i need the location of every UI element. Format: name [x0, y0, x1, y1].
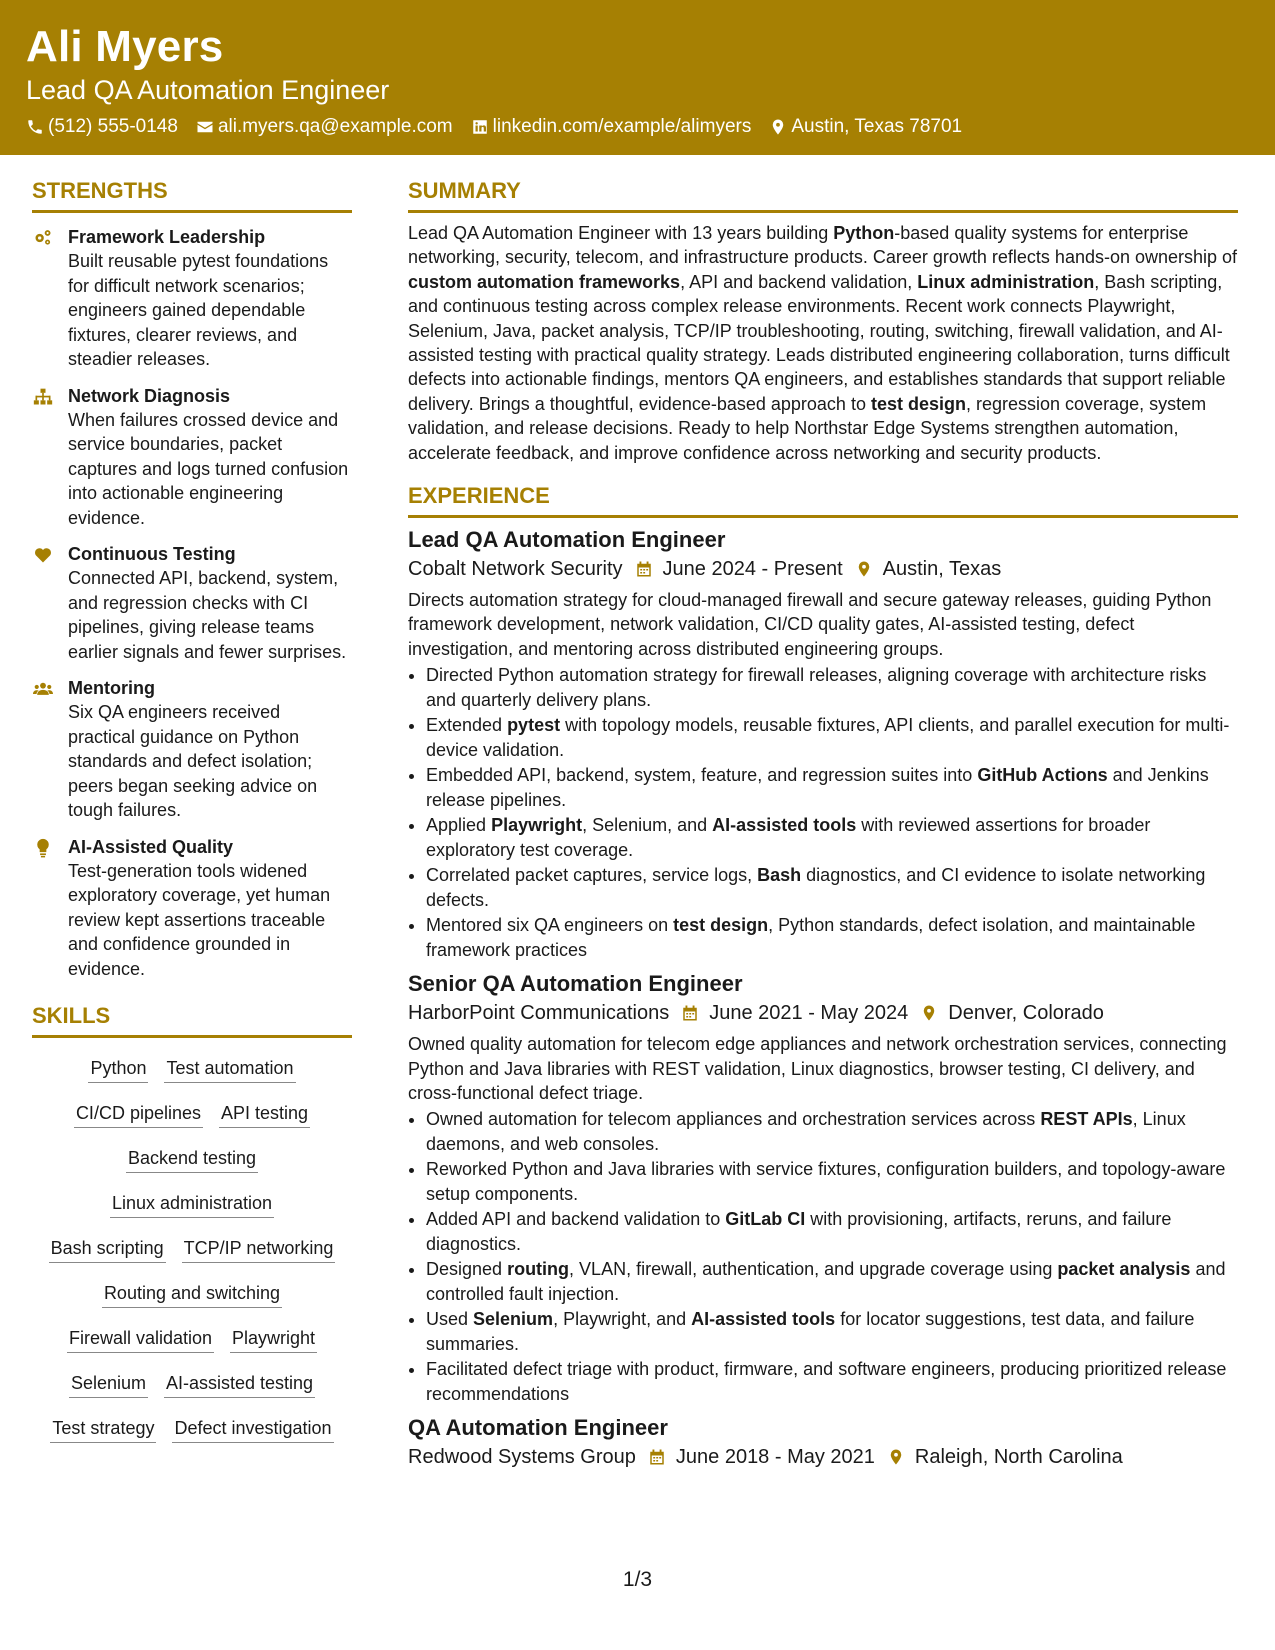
summary-heading: SUMMARY [408, 178, 1238, 213]
strength-desc: When failures crossed device and service boundaries, packet captures and logs turned confusion into actionable engineering evidence. [68, 409, 349, 528]
job-meta [408, 1442, 1238, 1472]
lightbulb-icon [32, 838, 54, 858]
text-run: Facilitated defect triage with product, firmware, and software engineers, producing prioritized release recommendations [426, 1359, 1227, 1404]
job-entry [408, 1414, 1238, 1472]
phone-text: (512) 555-0148 [48, 116, 178, 137]
job-dates: June 2018 - May 2021 [675, 1446, 875, 1469]
bold-keyword: Selenium [473, 1309, 554, 1330]
skill-tag: Defect investigation [172, 1417, 333, 1443]
job-title: Lead QA Automation Engineer [408, 527, 726, 553]
text-run: Used [426, 1309, 474, 1330]
job-location: Austin, Texas [882, 558, 1002, 581]
contact-email[interactable] [196, 116, 453, 138]
company-name: HarborPoint Communications [408, 1002, 670, 1025]
text-run: diagnostics, and CI evidence to isolate networking defects. [426, 865, 1206, 910]
job-location: Denver, Colorado [948, 1002, 1104, 1025]
page-number: 1/3 [622, 1568, 653, 1591]
text-run: Added API and backend validation to [426, 1209, 726, 1230]
bold-keyword: GitLab CI [725, 1209, 806, 1230]
skill-tag: Firewall validation [67, 1327, 214, 1353]
bullet-item [426, 1107, 1238, 1156]
bold-keyword: packet analysis [1057, 1259, 1191, 1280]
company-name: Redwood Systems Group [408, 1446, 636, 1469]
bullet-item [426, 1307, 1238, 1356]
bold-keyword: test design [673, 915, 769, 936]
text-run: , Selenium, and [582, 815, 713, 836]
text-run: Lead QA Automation Engineer with 13 years building [408, 223, 834, 243]
text-run: Embedded API, backend, system, feature, and regression suites into [426, 765, 978, 786]
phone-icon [26, 118, 44, 136]
calendar-icon [648, 1447, 666, 1467]
text-run: Designed [426, 1259, 508, 1280]
skill-row [32, 1273, 352, 1318]
bold-keyword: AI-assisted tools [691, 1309, 836, 1330]
skill-row [32, 1408, 352, 1453]
skill-tag: Linux administration [110, 1192, 274, 1218]
candidate-title: Lead QA Automation Engineer [26, 75, 390, 105]
skill-tag: Playwright [230, 1327, 317, 1353]
text-run: , VLAN, firewall, authentication, and upgrade coverage using [569, 1259, 1058, 1280]
contact-bar [26, 116, 980, 138]
calendar-icon [681, 1003, 699, 1023]
skill-tag: Python [88, 1057, 148, 1083]
map-pin-icon [769, 118, 787, 136]
left-column [32, 178, 352, 1453]
skill-tag: Test strategy [50, 1417, 156, 1443]
text-run: with reviewed assertions for broader exploratory test coverage. [426, 815, 1151, 860]
skill-tag: Selenium [69, 1372, 148, 1398]
skill-row [32, 1183, 352, 1228]
strength-title: Framework Leadership [68, 227, 266, 247]
text-run: , Python standards, defect isolation, and maintainable framework practices [426, 915, 1196, 960]
strength-desc: Connected API, backend, system, and regression checks with CI pipelines, giving release teams earlier signals and fewer surprises. [68, 568, 347, 662]
bold-keyword: Bash [757, 865, 802, 886]
skill-row [32, 1138, 352, 1183]
text-run: , Bash scripting, and continuous testing across complex release environments. Recent work connects Playwright, Selenium, Java, packet analysis, TCP/IP troubleshooting, routing, switching, firewall validation, and AI-assisted testing with practical quality strategy. Leads distributed engineering collaboration, turns difficult defects into actionable findings, mentors QA engineers, and establishes standards that support reliable delivery. Brings a thoughtful, evidence-based approach to [408, 271, 1230, 414]
calendar-icon [635, 559, 653, 579]
bullet-item [426, 1207, 1238, 1256]
skill-tag: TCP/IP networking [182, 1237, 336, 1263]
bold-keyword: pytest [507, 715, 561, 736]
gears-icon [32, 228, 54, 248]
users-icon [32, 679, 54, 699]
text-run: and controlled fault injection. [426, 1259, 1226, 1304]
bullet-item [426, 813, 1238, 862]
bullet-item [426, 1257, 1238, 1306]
linkedin-icon [471, 118, 489, 136]
job-entry [408, 970, 1238, 1406]
location-text: Austin, Texas 78701 [791, 116, 963, 137]
text-run: Correlated packet captures, service logs, [426, 865, 758, 886]
map-pin-icon [855, 559, 873, 579]
text-run: Directed Python automation strategy for firewall releases, aligning coverage with architecture risks and quarterly delivery plans. [426, 665, 1207, 710]
text-run: for locator suggestions, test data, and failure summaries. [426, 1309, 1195, 1354]
skill-tag: Routing and switching [102, 1282, 282, 1308]
contact-phone [26, 116, 178, 138]
text-run: , regression coverage, system validation, and release decisions. Ready to help Northstar Edge Systems strengthen automation, accelerate feedback, and improve confidence across networking and security products. [408, 393, 1207, 463]
skill-row [32, 1363, 352, 1408]
strength-title: Mentoring [68, 678, 155, 698]
bold-keyword: AI-assisted tools [712, 815, 857, 836]
skill-row [32, 1318, 352, 1363]
text-run: , Linux daemons, and web consoles. [426, 1109, 1186, 1154]
experience-heading: EXPERIENCE [408, 483, 1238, 518]
strength-item [32, 542, 352, 664]
skills-heading: SKILLS [32, 1003, 352, 1038]
strength-title: Network Diagnosis [68, 385, 231, 406]
envelope-icon [196, 118, 214, 136]
job-dates: June 2021 - May 2024 [709, 1002, 909, 1025]
bullet-item [426, 1357, 1238, 1406]
heart-icon [32, 545, 54, 565]
bold-keyword: Playwright [491, 815, 583, 836]
bold-keyword: custom automation frameworks [408, 271, 681, 292]
strength-desc: Six QA engineers received practical guidance on Python standards and defect isolation; peers began seeking advice on tough failures. [68, 702, 318, 820]
map-pin-icon [887, 1447, 905, 1467]
skill-row [32, 1228, 352, 1273]
bold-keyword: routing [507, 1259, 570, 1280]
strength-title: AI-Assisted Quality [68, 836, 234, 857]
bold-keyword: Python [833, 223, 895, 243]
bold-keyword: Linux administration [917, 271, 1095, 292]
skills-list [32, 1048, 352, 1453]
text-run: Applied [426, 815, 492, 836]
bold-keyword: test design [870, 393, 966, 414]
text-run: and Jenkins release pipelines. [426, 765, 1209, 810]
text-run: Owned automation for telecom appliances and orchestration services across [426, 1109, 1041, 1130]
job-bullets [408, 1107, 1238, 1406]
skill-tag: Backend testing [126, 1147, 258, 1173]
strength-desc: Built reusable pytest foundations for difficult network scenarios; engineers gained dependable fixtures, clearer reviews, and steadier releases. [68, 251, 329, 369]
text-run: Mentored six QA engineers on [426, 915, 674, 936]
strengths-heading: STRENGTHS [32, 178, 352, 213]
candidate-name: Ali Myers [26, 22, 224, 71]
bullet-item [426, 913, 1238, 962]
bullet-item [426, 863, 1238, 912]
text-run: Extended [426, 715, 508, 736]
resume-header [0, 0, 1275, 155]
job-meta [408, 554, 1238, 584]
company-name: Cobalt Network Security [408, 558, 623, 581]
strength-item [32, 384, 352, 531]
skill-row [32, 1048, 352, 1093]
linkedin-link[interactable]: linkedin.com/example/alimyers [492, 116, 752, 137]
contact-location [769, 116, 962, 138]
job-entry [408, 526, 1238, 962]
text-run: , API and backend validation, [680, 271, 918, 292]
strength-desc: Test-generation tools widened exploratory coverage, yet human review kept assertions traceable and confidence grounded in evidence. [68, 860, 331, 979]
bullet-item [426, 1157, 1238, 1206]
skill-tag: AI-assisted testing [164, 1372, 315, 1398]
skill-tag: CI/CD pipelines [74, 1102, 203, 1128]
job-meta [408, 998, 1238, 1028]
skill-tag: API testing [219, 1102, 310, 1128]
strength-item [32, 676, 352, 823]
text-run: -based quality systems for enterprise networking, security, telecom, and infrastructure products. Career growth reflects hands-on ownership of [408, 223, 1238, 268]
job-bullets [408, 663, 1238, 962]
job-dates: June 2024 - Present [662, 558, 843, 581]
text-run: with topology models, reusable fixtures, API clients, and parallel execution for multi-device validation. [426, 715, 1230, 760]
job-location: Raleigh, North Carolina [914, 1446, 1123, 1469]
bold-keyword: GitHub Actions [977, 765, 1108, 786]
job-title: QA Automation Engineer [408, 1415, 668, 1441]
bullet-item [426, 713, 1238, 762]
contact-linkedin[interactable] [471, 116, 752, 138]
skill-tag: Test automation [164, 1057, 295, 1083]
job-summary: Directs automation strategy for cloud-managed firewall and secure gateway releases, guiding Python framework development, network validation, CI/CD quality gates, AI-assisted testing, defect investigation, and mentoring across distributed engineering groups. [408, 590, 1212, 659]
experience-list [408, 526, 1238, 1472]
job-summary: Owned quality automation for telecom edge appliances and network orchestration services, connecting Python and Java libraries with REST validation, Linux diagnostics, browser testing, CI delivery, and cross-functional defect triage. [408, 1034, 1227, 1103]
sitemap-icon [32, 387, 54, 407]
email-link[interactable]: ali.myers.qa@example.com [217, 116, 453, 137]
strength-item [32, 835, 352, 982]
bullet-item [426, 763, 1238, 812]
bullet-item [426, 663, 1238, 712]
map-pin-icon [920, 1003, 938, 1023]
text-run: with provisioning, artifacts, reruns, and failure diagnostics. [426, 1209, 1172, 1254]
strength-item [32, 225, 352, 372]
job-title: Senior QA Automation Engineer [408, 971, 743, 997]
text-run: , Playwright, and [553, 1309, 692, 1330]
skill-tag: Bash scripting [49, 1237, 166, 1263]
bold-keyword: REST APIs [1040, 1109, 1133, 1130]
summary-text [408, 221, 1238, 465]
right-column [408, 178, 1238, 1472]
text-run: Reworked Python and Java libraries with service fixtures, configuration builders, and topology-aware setup components. [426, 1159, 1226, 1204]
skill-row [32, 1093, 352, 1138]
strength-title: Continuous Testing [68, 544, 236, 564]
